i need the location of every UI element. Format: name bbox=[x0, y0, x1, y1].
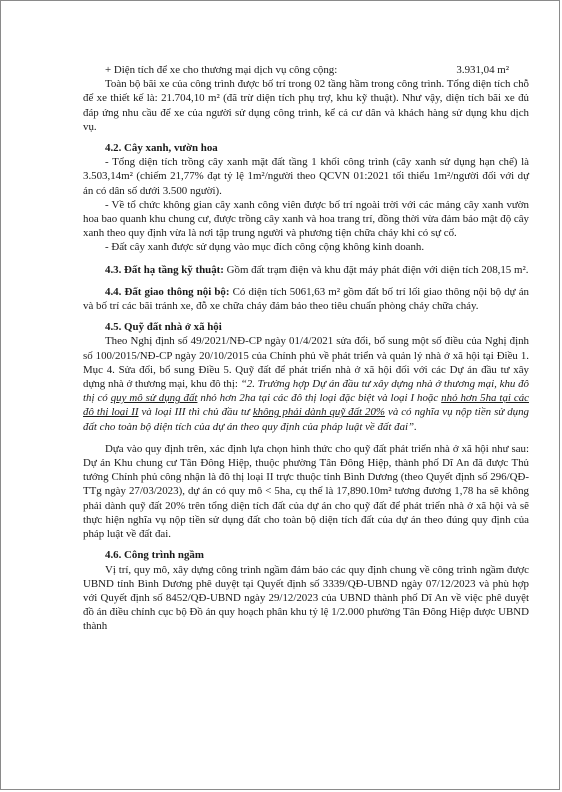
commercial-parking-value: 3.931,04 m² bbox=[456, 64, 509, 76]
quote-part-1: “2. Trường hợp Dự án đầu tư xây dựng nhà ở thương mại, khu đô thị có bbox=[83, 378, 529, 405]
quote-part-4: và có nghĩa vụ nộp tiền sử dụng đất cho toàn bộ diện tích của dự án theo quy định của pháp luật về đất đai”. bbox=[83, 406, 529, 433]
quote-underline-1: quy mô sử dụng đất bbox=[110, 392, 198, 405]
document-body bbox=[83, 63, 529, 634]
section-4-4-paragraph bbox=[83, 285, 529, 313]
section-4-2-para-2: - Về tổ chức không gian cây xanh công viên được bố trí ngoài trời với các mảng cây xanh vườn hoa bao quanh khu chung cư, được trồng cây xanh và hoa trang trí, đồng thời vừa đảm bảo mật độ cây xanh theo quy định vừa là nơi tập trung người và phương tiện chữa cháy khi có sự cố. bbox=[83, 198, 529, 240]
commercial-parking-label: + Diện tích để xe cho thương mại dịch vụ công cộng: bbox=[105, 64, 338, 76]
commercial-parking-line bbox=[83, 63, 529, 77]
quote-part-2: nhỏ hơn 2ha tại các đô thị loại đặc biệt và loại I hoặc bbox=[197, 392, 442, 405]
section-4-2-para-3: - Đất cây xanh được sử dụng vào mục đích công cộng không kinh doanh. bbox=[105, 241, 425, 254]
section-4-3-paragraph bbox=[83, 263, 529, 277]
quote-underline-3: không phải dành quỹ đất 20% bbox=[252, 406, 386, 419]
section-4-5-heading: 4.5. Quỹ đất nhà ở xã hội bbox=[105, 321, 222, 334]
decree-reference-text: Theo Nghị định số 49/2021/NĐ-CP ngày 01/4/2021 sửa đổi, bổ sung một số điều của Nghị định số 100/2015/NĐ-CP ngày 20/10/2015 của Chính phủ về phát triển và quản lý nhà ở xã hội tại Điều 1. Mục 4. Sửa đổi, bổ sung Điều 5. Quỹ đất để phát triển nhà ở xã hội đối với các Dự án đầu tư xây dựng nhà ở thương mại, khu đô thị: bbox=[83, 335, 529, 391]
section-4-5-para-2: Dựa vào quy định trên, xác định lựa chọn hình thức cho quỹ đất phát triển nhà ở xã hội như sau: Dự án Khu chung cư Tân Đông Hiệp, thuộc phường Tân Đông Hiệp, thành phố Dĩ An đã được Thủ tướng Chính phủ công nhận là đô thị loại II trực thuộc tỉnh Bình Dương (theo Quyết định số 296/QĐ-TTg ngày 27/03/2023), dự án có quy mô < 5ha, cụ thể là 17,890.10m² tương đương 1,78 ha sẽ không phải dành quỹ đất 20% trên tổng diện tích đất của dự án cho quỹ đất để phát triển nhà ở xã hội và sẽ thực hiện nghĩa vụ nộp tiền sử dụng đất cho toàn bộ diện tích đất của dự án theo đúng quy định của pháp luật về đất đai. bbox=[83, 442, 529, 541]
section-4-4-text: Có diện tích 5061,63 m² gồm đất bố trí lối giao thông nội bộ dự án và bố trí các bãi tránh xe, đỗ xe chữa cháy đảm bảo theo tiêu chuẩn phòng cháy chữa cháy. bbox=[83, 285, 529, 313]
quote-part-3: và loại III thì chủ đầu tư bbox=[138, 406, 253, 419]
section-4-2-heading: 4.2. Cây xanh, vườn hoa bbox=[105, 142, 218, 155]
section-4-4-heading: 4.4. Đất giao thông nội bộ: bbox=[105, 285, 230, 298]
section-4-3-text: Gồm đất trạm điện và khu đặt máy phát điện với diện tích 208,15 m². bbox=[223, 263, 529, 276]
section-4-5-para-1 bbox=[83, 334, 529, 433]
section-4-3-heading: 4.3. Đất hạ tầng kỹ thuật: bbox=[105, 263, 224, 276]
section-4-2-para-1: - Tổng diện tích trồng cây xanh mặt đất tầng 1 khối công trình (cây xanh sử dụng hạn chế) là 3.503,14m² (chiếm 21,77% đạt tỷ lệ 1m²/người theo QCVN 01:2021 tối thiểu 1m²/người đối với dự án có dân số dưới 3.500 người). bbox=[83, 156, 529, 197]
quote-underline-2: nhỏ hơn 5ha tại các đô thị loại II bbox=[83, 392, 529, 419]
basement-parking-paragraph: Toàn bộ bãi xe của công trình được bố trí trong 02 tầng hầm trong công trình. Tổng diện tích chỗ để xe thiết kế là: 21.704,10 m² (đã trừ diện tích phụ trợ, khu kỹ thuật). Như vậy, diện tích bãi xe đủ đáp ứng nhu cầu để xe của người sử dụng công trình, kể cả cư dân và khách hàng sử dụng khu dịch vụ. bbox=[83, 78, 529, 133]
section-4-6-heading: 4.6. Công trình ngầm bbox=[105, 549, 204, 562]
section-4-6-para-1: Vị trí, quy mô, xây dựng công trình ngầm đảm bảo các quy định chung về công trình ngầm được UBND tỉnh Bình Dương phê duyệt tại Quyết định số 3339/QĐ-UBND ngày 07/12/2023 và phù hợp với Quyết định số 8452/QĐ-UBND ngày 29/12/2023 của UBND thành phố Dĩ An về việc phê duyệt đồ án điều chỉnh cục bộ Đồ án quy hoạch phân khu tỷ lệ 1/2.000 phường Tân Đông Hiệp được UBND thành bbox=[83, 563, 529, 633]
